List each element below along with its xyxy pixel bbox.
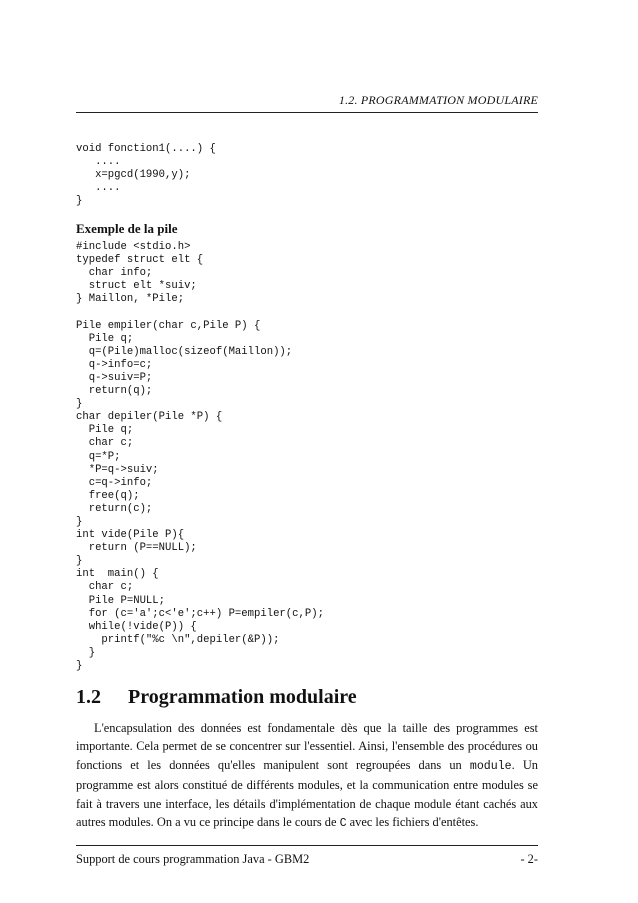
section-title: Programmation modulaire [128, 686, 357, 708]
header-rule [76, 112, 538, 113]
running-header: 1.2. PROGRAMMATION MODULAIRE [338, 93, 538, 107]
section-number: 1.2 [76, 686, 101, 708]
code-block-fonction1: void fonction1(....) { .... x=pgcd(1990,y); .... } [76, 143, 216, 208]
paragraph-text-1: L'encapsulation des données est fondamentale dès que la taille des programmes est importante. Cela permet de se concentrer sur l'essentiel. Ainsi, l'ensemble des procédures ou fonctions et les données qu'elles manipulent sont regroupées dans un [76, 721, 538, 772]
footer-rule [76, 845, 538, 846]
paragraph-text-3: avec les fichiers d'entêtes. [346, 815, 479, 830]
example-heading: Exemple de la pile [76, 221, 178, 236]
section-heading [76, 686, 357, 709]
code-block-pile: #include <stdio.h> typedef struct elt { char info; struct elt *suiv; } Maillon, *Pile; Pile empiler(char c,Pile P) { Pile q; q=(Pile)malloc(sizeof(Maillon)); q->info=c; q->suiv=P; return(q); } char depiler(Pile *P) { Pile q; char c; q=*P; *P=q->suiv; c=q->info; free(q); return(c); } int vide(Pile P){ return (P==NULL); } int main() { char c; Pile P=NULL; for (c='a';c<'e';c++) P=empiler(c,P); while(!vide(P)) { printf("%c \n",depiler(&P)); } } [76, 241, 324, 672]
paragraph-text-2: . Un programme est alors constitué de différents modules, et la communication entre modules se fait à travers une interface, les détails d'implémentation de chaque module étant cachés aux autres modules. On a vu ce principe dans le cours de [76, 757, 538, 830]
footer-course-title: Support de cours programmation Java - GBM2 [76, 852, 310, 866]
inline-code-c: C [339, 817, 347, 831]
inline-code-module: module [469, 759, 512, 773]
page-number: - 2- [520, 852, 538, 866]
body-paragraph [76, 719, 538, 833]
